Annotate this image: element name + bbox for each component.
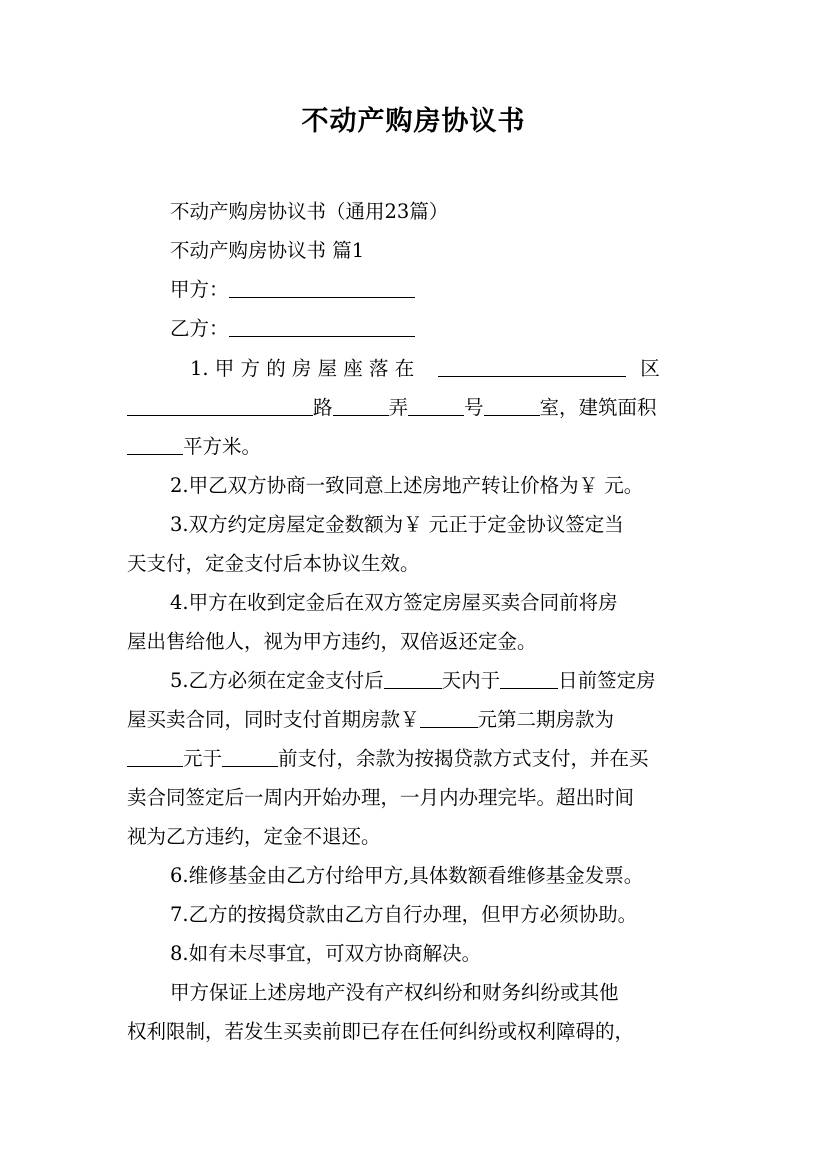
clause-1-line-1	[190, 356, 701, 382]
clause-5-line-3	[127, 746, 701, 772]
section-heading: 不动产购房协议书 篇1	[170, 239, 365, 262]
clause-1-line-3	[127, 434, 701, 460]
warranty-line-2: 权利限制，若发生买卖前即已存在任何纠纷或权利障碍的，	[127, 1020, 635, 1043]
clause-5-line-4: 卖合同签定后一周内开始办理，一月内办理完毕。超出时间	[127, 786, 635, 809]
clause-2: 2.甲乙双方协商一致同意上述房地产转让价格为￥ 元。	[170, 474, 644, 497]
room-label: 室，建筑面积	[539, 396, 657, 419]
clause-6: 6.维修基金由乙方付给甲方,具体数额看维修基金发票。	[170, 864, 644, 887]
area-blank[interactable]	[127, 434, 183, 455]
second-payment-blank[interactable]	[127, 746, 183, 767]
clause-1-line-2	[127, 395, 701, 421]
room-blank[interactable]	[484, 395, 540, 416]
clause-7: 7.乙方的按揭贷款由乙方自行办理，但甲方必须协助。	[170, 903, 638, 926]
date-blank[interactable]	[500, 668, 558, 689]
clause-5-text-d: 屋买卖合同，同时支付首期房款￥	[127, 708, 420, 731]
payment-date-blank[interactable]	[222, 746, 278, 767]
party-a-blank[interactable]	[229, 277, 415, 298]
road-blank[interactable]	[127, 395, 313, 416]
clause-4-line-2: 屋出售给他人，视为甲方违约，双倍返还定金。	[127, 630, 537, 653]
clause-5-line-2	[127, 707, 701, 733]
clause-1-text-b: 区	[640, 357, 660, 380]
party-a-line	[170, 277, 470, 303]
clause-5-text-c: 日前签定房	[558, 669, 656, 692]
clause-5-text-e: 元第二期房款为	[477, 708, 615, 731]
district-blank[interactable]	[438, 356, 626, 377]
clause-8: 8.如有未尽事宜，可双方协商解决。	[170, 942, 482, 965]
days-blank[interactable]	[384, 668, 442, 689]
clause-3-line-2: 天支付，定金支付后本协议生效。	[127, 552, 420, 575]
clause-1-text-a: 1. 甲 方 的 房 屋 座 落 在	[190, 357, 415, 380]
clause-5-text-f: 元于	[183, 747, 223, 770]
clause-5-line-5: 视为乙方违约，定金不退还。	[127, 825, 381, 848]
area-label: 平方米。	[183, 435, 262, 458]
clause-4-line-1: 4.甲方在收到定金后在双方签定房屋买卖合同前将房	[170, 591, 618, 614]
number-blank[interactable]	[408, 395, 464, 416]
party-b-blank[interactable]	[229, 316, 415, 337]
warranty-line-1: 甲方保证上述房地产没有产权纠纷和财务纠纷或其他	[170, 981, 619, 1004]
clause-5-text-a: 5.乙方必须在定金支付后	[170, 669, 384, 692]
clause-3-line-1: 3.双方约定房屋定金数额为￥ 元正于定金协议签定当	[170, 513, 624, 536]
clause-5-text-b: 天内于	[441, 669, 501, 692]
clause-5-text-g: 前支付，余款为按揭贷款方式支付，并在买	[278, 747, 649, 770]
lane-blank[interactable]	[333, 395, 389, 416]
document-title: 不动产购房协议书	[301, 106, 526, 137]
first-payment-blank[interactable]	[420, 707, 478, 728]
clause-5-line-1	[170, 668, 701, 694]
party-a-label: 甲方：	[170, 278, 229, 301]
number-label: 号	[464, 396, 484, 419]
subtitle: 不动产购房协议书（通用23篇）	[170, 200, 449, 223]
road-label: 路	[313, 396, 333, 419]
lane-label: 弄	[388, 396, 409, 419]
party-b-line	[170, 316, 470, 342]
party-b-label: 乙方：	[170, 317, 229, 340]
